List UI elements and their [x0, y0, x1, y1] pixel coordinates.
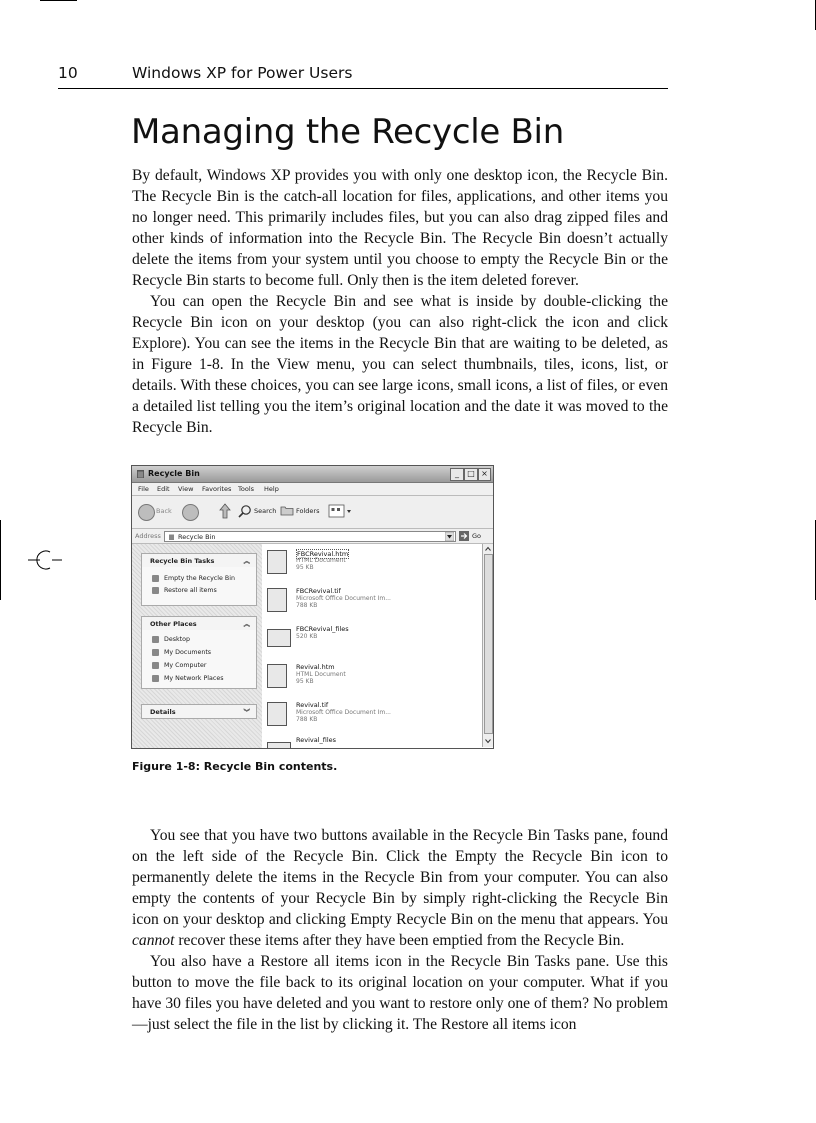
recycle-bin-window-screenshot [131, 465, 494, 749]
window-titlebar [132, 466, 493, 483]
toolbar [132, 496, 493, 529]
file-type: Microsoft Office Document Im... [296, 595, 391, 602]
file-list [263, 544, 483, 748]
margin-mark-left [0, 520, 1, 600]
back-icon [138, 504, 155, 521]
search-label: Search [254, 507, 277, 515]
network-icon [152, 675, 159, 682]
file-type: Microsoft Office Document Im... [296, 709, 391, 716]
file-name: FBCRevival_files [296, 625, 349, 633]
folder-icon [152, 649, 159, 656]
file-type: HTML Document [296, 557, 346, 564]
computer-icon [152, 662, 159, 669]
file-size: 95 KB [296, 678, 314, 685]
paragraph: You also have a Restore all items icon in the Recycle Bin Tasks pane. Use this button to move the file back to its original location on your computer. What if you have 30 files you have deleted and you want to restore only one of them? No problem—just select the file in the list by clicking it. The Restore all items icon [132, 953, 668, 1033]
address-field [164, 531, 456, 542]
menu-file: File [138, 485, 149, 493]
book-title: Windows XP for Power Users [132, 64, 353, 82]
folder-icon [267, 742, 291, 749]
paragraph: You can open the Recycle Bin and see what is inside by double-clicking the Recycle Bin icon on your desktop (you can also right-click the icon and click Explore). You can see the items in the Recycle Bin that are waiting to be deleted, as in Figure 1-8. In the View menu, you can select thumbnails, tiles, icons, list, or details. With these choices, you can see large icons, small icons, a list of files, or even a detailed list telling you the item’s original location and the date it was moved to the Recycle Bin. [132, 293, 668, 436]
go-arrow-icon [459, 531, 469, 541]
recycle-bin-tasks-header [141, 553, 257, 568]
list-item [263, 662, 473, 702]
collapse-chevron-icon: ︽ [243, 557, 250, 565]
registration-mark-icon [28, 548, 62, 572]
folder-up-icon [218, 503, 232, 519]
file-type: HTML Document [296, 671, 346, 678]
scroll-down-icon [484, 737, 492, 745]
desktop-icon [152, 636, 159, 643]
page-number: 10 [58, 64, 78, 82]
address-value: Recycle Bin [178, 533, 216, 541]
menu-edit: Edit [157, 485, 170, 493]
address-label: Address [135, 532, 161, 540]
views-icon [328, 504, 352, 518]
scroll-up-icon [484, 545, 492, 553]
folders-icon [280, 505, 294, 516]
file-name: FBCRevival.tif [296, 587, 341, 595]
folders-label: Folders [296, 507, 320, 515]
vertical-scrollbar [482, 544, 493, 747]
figure-caption: Figure 1-8: Recycle Bin contents. [132, 760, 338, 773]
window-title: Recycle Bin [148, 469, 200, 478]
html-document-icon [267, 550, 287, 574]
list-item [263, 700, 473, 740]
list-item [263, 586, 473, 626]
running-header [58, 64, 668, 89]
file-name: Revival.tif [296, 701, 329, 709]
restore-icon [152, 587, 159, 594]
file-name: Revival_files [296, 736, 337, 744]
panel-title: Recycle Bin Tasks [150, 557, 215, 565]
recycle-bin-icon [168, 533, 175, 540]
body-text-top [132, 165, 668, 438]
recycle-bin-icon [136, 469, 145, 478]
list-item [263, 624, 473, 664]
office-document-icon [267, 702, 287, 726]
recycle-bin-tasks-body: Empty the Recycle Bin Restore all items [141, 567, 257, 606]
list-item [263, 738, 473, 749]
menu-view: View [178, 485, 194, 493]
menu-favorites: Favorites [202, 485, 232, 493]
scroll-thumb [484, 554, 493, 734]
file-size: 520 KB [296, 633, 318, 640]
paragraph: By default, Windows XP provides you with only one desktop icon, the Recycle Bin. The Recycle Bin is the catch-all location for files, applications, and other items you no longer need. This primarily includes files, but you can also drag zipped files and other kinds of information into the Recycle Bin. The Recycle Bin doesn’t actually delete the items from your system until you choose to empty the Recycle Bin or the Recycle Bin starts to become full. Only then is the item deleted forever. [132, 167, 668, 289]
back-label: Back [156, 507, 172, 515]
panel-title: Details [150, 708, 176, 716]
section-title: Managing the Recycle Bin [131, 112, 564, 152]
expand-chevron-icon: ︾ [243, 708, 250, 716]
menu-tools: Tools [238, 485, 255, 493]
list-item [263, 548, 473, 588]
address-bar [132, 529, 493, 544]
folder-icon [267, 629, 291, 647]
crop-mark-top [40, 0, 77, 1]
empty-bin-icon [152, 575, 159, 582]
close-icon: × [478, 468, 491, 481]
maximize-icon: □ [464, 468, 478, 481]
file-name: Revival.htm [296, 663, 335, 671]
office-document-icon [267, 588, 287, 612]
details-header [141, 704, 257, 719]
minimize-icon: _ [450, 468, 464, 481]
tasks-sidebar [132, 544, 262, 748]
go-label: Go [472, 532, 482, 540]
paragraph: You see that you have two buttons available in the Recycle Bin Tasks pane, found on the left side of the Recycle Bin. Click the Empty the Recycle Bin icon to permanently delete the items in the Recycle Bin from your computer. You can also empty the contents of your Recycle Bin by simply right-clicking the Recycle Bin icon on your desktop and clicking Empty Recycle Bin on the menu that appears. You cannot recover these items after they have been emptied from the Recycle Bin. [132, 827, 668, 949]
chevron-down-icon [445, 532, 454, 541]
other-places-body: Desktop My Documents My Computer My Network Places [141, 630, 257, 689]
other-places-header [141, 616, 257, 631]
emphasis: cannot [132, 932, 175, 949]
file-size: 95 KB [296, 564, 314, 571]
search-icon [238, 504, 252, 518]
panel-title: Other Places [150, 620, 197, 628]
file-size: 788 KB [296, 602, 318, 609]
collapse-chevron-icon: ︽ [243, 620, 250, 628]
file-size: 788 KB [296, 716, 318, 723]
forward-icon [182, 504, 199, 521]
html-document-icon [267, 664, 287, 688]
file-name: FBCRevival.htm [297, 550, 349, 558]
menu-bar [132, 483, 493, 496]
body-text-bottom [132, 825, 668, 1035]
menu-help: Help [264, 485, 279, 493]
